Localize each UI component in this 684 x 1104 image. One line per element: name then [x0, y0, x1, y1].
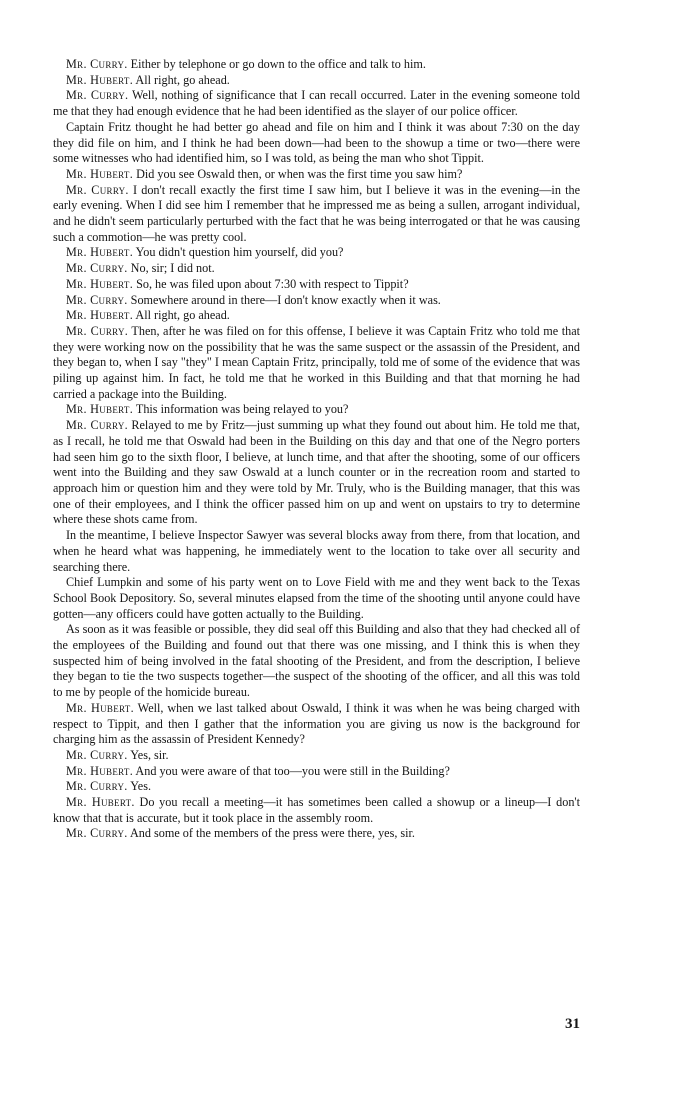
speaker-label: Mr. Curry. — [66, 261, 128, 276]
speaker-label: Mr. Hubert. — [66, 166, 134, 181]
paragraph — [53, 245, 580, 261]
speaker-label: Mr. Curry. — [66, 88, 129, 103]
speaker-label: Mr. Hubert. — [66, 72, 134, 87]
speaker-label: Mr. Hubert. — [66, 700, 134, 715]
paragraph — [53, 575, 580, 622]
paragraph — [53, 528, 580, 575]
paragraph-text: Chief Lumpkin and some of his party went on to Love Field with me and they went back to the Texas School Book Depository. So, several minutes elapsed from the time of the shooting until anyone could have gotten—any officers could have gotten actually to the Building. — [53, 575, 580, 621]
paragraph — [53, 701, 580, 748]
paragraph-text: As soon as it was feasible or possible, they did seal off this Building and also that they had checked all of the employees of the Building and found out that there was one missing, and I think this is when they suspected him of being involved in the fatal shooting of the President, and from the description, I believe they began to tie the two suspects together—the suspect of the shooting of the officer, and all this was told to me by people of the homicide bureau. — [53, 622, 580, 700]
paragraph — [53, 764, 580, 780]
paragraph — [53, 795, 580, 826]
paragraph — [53, 167, 580, 183]
paragraph — [53, 73, 580, 89]
page-number: 31 — [565, 1016, 580, 1032]
paragraph-text: Either by telephone or go down to the office and talk to him. — [127, 57, 426, 71]
paragraph-text: I don't recall exactly the first time I saw him, but I believe it was in the evening—in the early evening. When I did see him I remember that he impressed me as being a sullen, arrogant individual, and he didn't seem particularly perturbed with the fact that he was being interrogated or that he was causing such a commotion—he was pretty cool. — [53, 182, 581, 244]
paragraph-text: You didn't question him yourself, did you? — [133, 245, 344, 260]
speaker-label: Mr. Curry. — [66, 182, 129, 197]
paragraph — [53, 88, 580, 119]
paragraph-text: Then, after he was filed on for this offense, I believe it was Captain Fritz who told me that they were working now on the possibility that he was the same suspect or the assassin of the President, and they began to, when I say "they" I mean Captain Fritz, principally, told me of some of the evidence that was piling up against him. In fact, he told me that he worked in this Building and that that morning he had carried a package into the Building. — [53, 323, 580, 401]
paragraph-text: All right, go ahead. — [133, 308, 230, 323]
paragraph-text: Relayed to me by Fritz—just summing up what they found out about him. He told me that, as I recall, he told me that Oswald had been in the Building on this day and that one of the Negro porters had seen him go to the sixth floor, I believe, at lunch time, and that after the shooting, some of our officers went into the Building and they saw Oswald at a lunch counter or in the recreation room and started to approach him or question him and they were told by Mr. Truly, who is the Building manager, that this was one of their employees, and I think the officer passed him on up and went on upstairs to try to determine where these shots came from. — [53, 418, 580, 527]
speaker-label: Mr. Curry. — [66, 57, 128, 71]
paragraph-text: Yes, sir. — [127, 747, 169, 762]
speaker-label: Mr. Curry. — [66, 323, 129, 338]
paragraph-text: Did you see Oswald then, or when was the first time you saw him? — [133, 166, 463, 181]
paragraph-text: Do you recall a meeting—it has sometimes been called a showup or a lineup—I don't know that that is accurate, but it took place in the assembly room. — [53, 795, 580, 825]
paragraph — [53, 57, 580, 73]
paragraph-text: Somewhere around in there—I don't know exactly when it was. — [127, 292, 441, 307]
paragraph — [53, 418, 580, 528]
paragraph — [53, 308, 580, 324]
paragraph-text: Captain Fritz thought he had better go ahead and file on him and I think it was about 7:30 on the day they did file on him, and I think he had been down—had been to the showup a time or two—there were some witnesses who had identified him, so I was told, as being the man who shot Tippit. — [53, 119, 580, 166]
paragraph-text: Well, nothing of significance that I can recall occurred. Later in the evening someone told me that they had enough evidence that he had been identified as the slayer of our police officer. — [53, 88, 580, 119]
paragraph — [53, 748, 580, 764]
paragraph-text: So, he was filed upon about 7:30 with respect to Tippit? — [133, 276, 409, 291]
speaker-label: Mr. Curry. — [66, 292, 128, 307]
paragraph-text: In the meantime, I believe Inspector Sawyer was several blocks away from there, from that location, and when he heard what was happening, he immediately went to the location to take over all security and searching there. — [53, 528, 580, 574]
speaker-label: Mr. Hubert. — [66, 763, 134, 778]
paragraph-text: And some of the members of the press were there, yes, sir. — [127, 826, 415, 841]
paragraph-text: Well, when we last talked about Oswald, I think it was when he was being charged with respect to Tippit, and then I gather that the information you are giving us now is the background for charging him as the assassin of President Kennedy? — [53, 700, 580, 747]
speaker-label: Mr. Hubert. — [66, 795, 135, 810]
paragraph — [53, 293, 580, 309]
speaker-label: Mr. Hubert. — [66, 276, 134, 291]
paragraph — [53, 826, 580, 842]
paragraph — [53, 120, 580, 167]
paragraph — [53, 324, 580, 403]
speaker-label: Mr. Curry. — [66, 826, 128, 841]
paragraph — [53, 402, 580, 418]
paragraph-text: No, sir; I did not. — [127, 261, 215, 276]
speaker-label: Mr. Hubert. — [66, 245, 134, 260]
paragraph — [53, 779, 580, 795]
paragraph-text: And you were aware of that too—you were still in the Building? — [133, 763, 450, 778]
speaker-label: Mr. Curry. — [66, 418, 128, 433]
paragraph — [53, 277, 580, 293]
speaker-label: Mr. Hubert. — [66, 308, 134, 323]
speaker-label: Mr. Hubert. — [66, 402, 134, 417]
paragraph-text: This information was being relayed to you? — [133, 402, 349, 417]
paragraph-text: All right, go ahead. — [133, 72, 230, 87]
paragraph — [53, 183, 580, 246]
paragraph-text: Yes. — [127, 779, 151, 794]
speaker-label: Mr. Curry. — [66, 779, 128, 794]
paragraph — [53, 261, 580, 277]
paragraph — [53, 622, 580, 701]
testimony-page — [53, 57, 580, 842]
speaker-label: Mr. Curry. — [66, 747, 128, 762]
